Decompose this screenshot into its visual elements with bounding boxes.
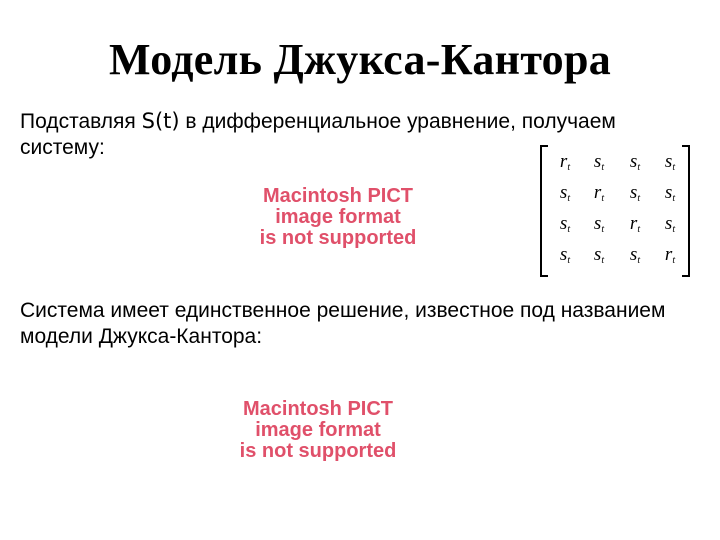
matrix-cell-subscript: t — [672, 255, 676, 266]
matrix-cell-letter: s — [664, 151, 673, 172]
matrix-cell-subscript: t — [601, 255, 605, 266]
matrix-cell-subscript: t — [637, 224, 641, 235]
matrix-cell-letter: s — [593, 213, 602, 234]
matrix-cell-s — [655, 179, 685, 207]
matrix-cell-r — [584, 179, 614, 207]
matrix-cell-s — [655, 148, 685, 176]
matrix-cell-s — [550, 179, 580, 207]
matrix-cell-letter: s — [593, 244, 602, 265]
matrix-cell-letter: s — [664, 182, 673, 203]
matrix-cell-r — [620, 210, 650, 238]
matrix-cell-s — [550, 210, 580, 238]
matrix-cell-r — [655, 241, 685, 269]
matrix-cell-s — [550, 241, 580, 269]
placeholder-line-3: is not supported — [259, 227, 417, 249]
matrix-cell-subscript: t — [601, 162, 605, 173]
unsupported-image-placeholder-solution — [218, 399, 418, 462]
matrix-cell-letter: s — [559, 213, 568, 234]
matrix-cell-s — [584, 148, 614, 176]
unsupported-image-placeholder-system — [208, 186, 468, 249]
paragraph-substitution-text-before: Подставляя — [20, 110, 142, 133]
slide-title: Модель Джукса-Кантора — [108, 35, 612, 84]
function-symbol: S(t) — [141, 109, 180, 133]
placeholder-line-1: Macintosh PICT — [242, 398, 393, 420]
matrix-cell-letter: r — [629, 213, 638, 234]
transition-matrix — [540, 145, 690, 277]
matrix-cell-s — [584, 210, 614, 238]
placeholder-line-3: is not supported — [239, 440, 397, 462]
matrix-cell-letter: s — [559, 244, 568, 265]
matrix-cell-subscript: t — [672, 224, 676, 235]
matrix-cell-s — [584, 241, 614, 269]
matrix-cell-subscript: t — [672, 162, 676, 173]
matrix-cell-letter: s — [593, 151, 602, 172]
matrix-cell-letter: s — [664, 213, 673, 234]
matrix-cell-subscript: t — [601, 193, 605, 204]
matrix-cell-subscript: t — [567, 193, 571, 204]
matrix-cell-subscript: t — [601, 224, 605, 235]
matrix-cell-subscript: t — [637, 193, 641, 204]
matrix-left-bracket — [540, 145, 548, 277]
matrix-cell-subscript: t — [672, 193, 676, 204]
paragraph-substitution-text-after: в дифференциальное уравнение, получаем систему: — [20, 110, 616, 159]
paragraph-substitution — [20, 108, 620, 161]
placeholder-line-2: image format — [255, 419, 381, 441]
matrix-cell-r — [550, 148, 580, 176]
matrix-cell-letter: s — [629, 244, 638, 265]
matrix-cell-s — [620, 241, 650, 269]
matrix-cell-subscript: t — [637, 162, 641, 173]
placeholder-line-2: image format — [275, 206, 401, 228]
matrix-cell-letter: s — [629, 182, 638, 203]
matrix-cell-letter: s — [559, 182, 568, 203]
matrix-cell-letter: s — [629, 151, 638, 172]
matrix-cell-letter: r — [593, 182, 602, 203]
matrix-cell-subscript: t — [637, 255, 641, 266]
matrix-cell-letter: r — [559, 151, 568, 172]
matrix-cell-subscript: t — [567, 224, 571, 235]
matrix-cell-s — [620, 179, 650, 207]
paragraph-solution: Система имеет единственное решение, известное под названием модели Джукса-Кантора: — [20, 299, 666, 348]
matrix-cell-subscript: t — [567, 162, 571, 173]
matrix-cell-s — [655, 210, 685, 238]
matrix-cell-s — [620, 148, 650, 176]
matrix-cell-subscript: t — [567, 255, 571, 266]
matrix-cell-letter: r — [664, 244, 673, 265]
placeholder-line-1: Macintosh PICT — [262, 185, 413, 207]
